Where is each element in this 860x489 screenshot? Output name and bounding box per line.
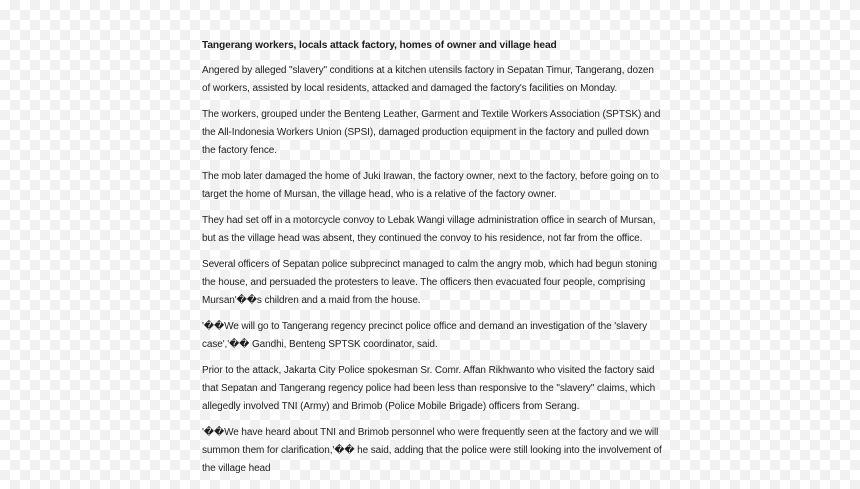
article-paragraph: The mob later damaged the home of Juki Irawan, the factory owner, next to the factory, before going on to target the home of Mursan, the village head, who is a relative of the factory owner. [202,171,659,200]
article-paragraph: '��We have heard about TNI and Brimob personnel who were frequently seen at the factory and we will summon them for clarification,'�� he said, adding that the police were still looking into the involvement of the village head [202,427,662,474]
document-page [202,37,664,486]
article-paragraph: Prior to the attack, Jakarta City Police spokesman Sr. Comr. Affan Rikhwanto who visited the factory said that Sepatan and Tangerang regency police had been less than responsive to the "slavery" claims, which allegedly involved TNI (Army) and Brimob (Police Mobile Brigade) officers from Serang. [202,365,656,412]
article-paragraph: Angered by alleged "slavery" conditions at a kitchen utensils factory in Sepatan Timur, Tangerang, dozen of workers, assisted by local residents, attacked and damaged the factory's facilities on Monday. [202,65,654,94]
article-paragraph: '��We will go to Tangerang regency precinct police office and demand an investigation of the 'slavery case','�� Gandhi, Benteng SPTSK coordinator, said. [202,321,648,350]
article-paragraph: The workers, grouped under the Benteng Leather, Garment and Textile Workers Association (SPTSK) and the All-Indonesia Workers Union (SPSI), damaged production equipment in the factory and pulled down the factory fence. [202,109,661,156]
article-paragraph: They had set off in a motorcycle convoy to Lebak Wangi village administration office in search of Mursan, but as the village head was absent, they continued the convoy to his residence, not far from the office. [202,215,656,244]
article-paragraph: Several officers of Sepatan police subprecinct managed to calm the angry mob, which had begun stoning the house, and persuaded the protesters to leave. The officers then evacuated four people, comprising Mursan'��s children and a maid from the house. [202,259,657,306]
article-title: Tangerang workers, locals attack factory, homes of owner and village head [202,40,557,51]
